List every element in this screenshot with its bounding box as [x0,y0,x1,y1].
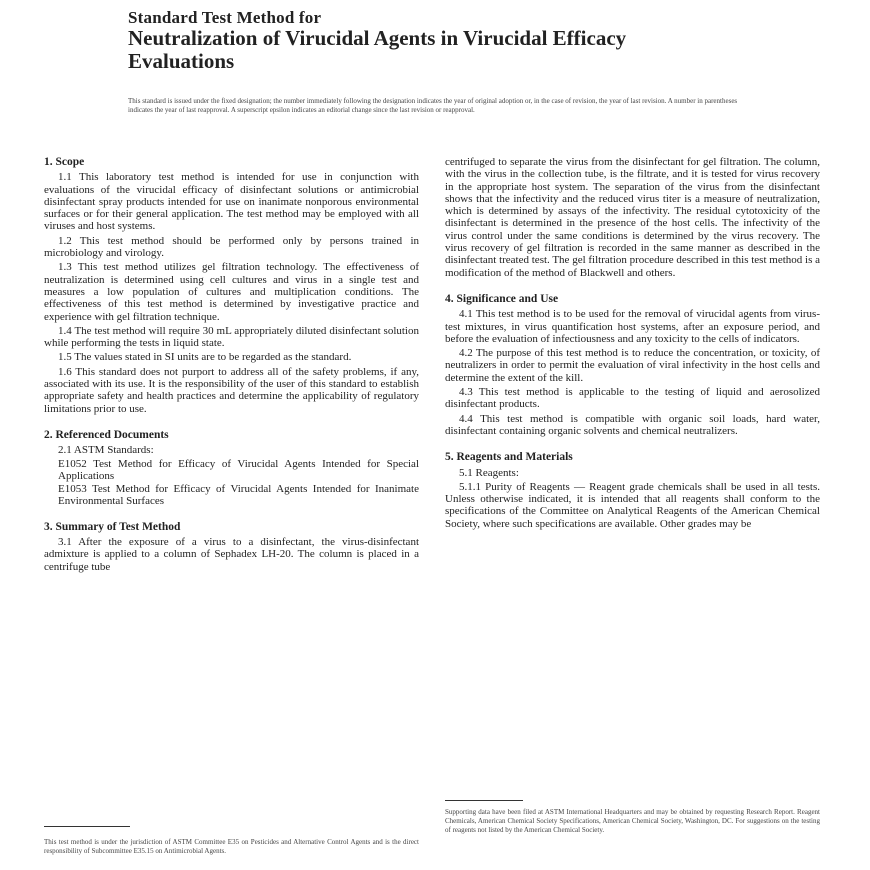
right-column [445,156,820,532]
designation-note: This standard is issued under the fixed designation; the number immediately following the designation indicates the year of original adoption or, in the case of revision, the year of last revision. A number in parentheses indicates the year of last reapproval. A superscript epsilon indicates an editorial change since the last revision or reapproval. [128,97,738,114]
paragraph: 1.2 This test method should be performed only by persons trained in microbiology and virology. [44,234,419,260]
document-title [128,8,748,73]
title-line-3: Evaluations [128,49,235,73]
paragraph: 1.5 The values stated in SI units are to be regarded as the standard. [58,351,352,364]
paragraph: 4.4 This test method is compatible with organic soil loads, hard water, disinfectant containing organic solvents and chemical neutralizers. [445,412,820,437]
title-line-2: Neutralization of Virucidal Agents in Virucidal Efficacy [128,26,627,50]
paragraph: centrifuged to separate the virus from the disinfectant for gel filtration. The column, with the virus in the collection tube, is the filtrate, and it is tested for virus recovery in the appropriate host system. The separation of the virus from the disinfectant shows that the infectivity and the reduced virus titer is a measure of neutralization, which is determined by assays of the infectivity. The residual cytotoxicity of the disinfectant is determined in the presence of the host cells. The infectivity of the virus control under the same conditions is determined by the virus recovery. The virus recovery of gel filtration is recorded in the same manner as described in the disinfectant treated test. The gel filtration procedure described in this test method is a modification of the method of Blackwell and others. [445,156,820,279]
paragraph: 1.1 This laboratory test method is intended for use in conjunction with evaluations of the virucidal efficacy of disinfectant solutions or antimicrobial disinfectant spray products intended for use on inanimate nonporous environmental surfaces or for their general application. The test method may be employed with all viruses and host systems. [44,171,419,233]
footnote: This test method is under the jurisdiction of ASTM Committee E35 on Pesticides and Alternative Control Agents and is the direct responsibility of Subcommittee E35.15 on Antimicrobial Agents. [44,838,419,855]
paragraph: 5.1.1 Purity of Reagents — Reagent grade chemicals shall be used in all tests. Unless otherwise indicated, it is intended that all reagents shall conform to the specifications of the Committee on Analytical Reagents of the American Chemical Society, where such specifications are available. Other grades may be [445,480,820,530]
paragraph: 1.4 The test method will require 30 mL appropriately diluted disinfectant solution while performing the tests in liquid state. [44,324,419,350]
reference-item: E1053 Test Method for Efficacy of Virucidal Agents Intended for Inanimate Environmental Surfaces [58,483,419,508]
paragraph: 4.1 This test method is to be used for the removal of virucidal agents from virus-test mixtures, in virus quantification host systems, after an exposure period, and before the evaluation of infectiousness and any toxicity to the cells of indicators. [445,308,820,345]
section-heading-scope: 1. Scope [44,156,85,168]
section-heading-reagents: 5. Reagents and Materials [445,451,573,464]
paragraph: 1.3 This test method utilizes gel filtration technology. The effectiveness of neutralization is determined using cell cultures and virus in a single test and measures a low population of cultures and multiplication conditions. The effectiveness of this test method is determined by investigative practice and experience with gel filtration technique. [44,261,419,323]
paragraph: 4.3 This test method is applicable to the testing of liquid and aerosolized disinfectant products. [445,386,820,411]
title-line-1: Standard Test Method for [128,8,322,27]
footnote: Supporting data have been filed at ASTM International Headquarters and may be obtained by requesting Research Report. Reagent Chemicals, American Chemical Society Specifications, American Chemical Society, Washington, DC. For suggestions on the testing of reagents not listed by the American Chemical Society. [445,808,820,834]
section-heading-significance: 4. Significance and Use [445,292,559,305]
section-heading-referenced-documents: 2. Referenced Documents [44,428,169,441]
paragraph: 5.1 Reagents: [459,466,519,479]
reference-item: 2.1 ASTM Standards: [58,444,154,457]
paragraph: 1.6 This standard does not purport to address all of the safety problems, if any, associated with its use. It is the responsibility of the user of this standard to establish appropriate safety and health practices and determine the applicability of regulatory limitations prior to use. [44,365,419,415]
left-column [44,156,419,575]
footnote-divider [44,826,130,827]
section-heading-summary: 3. Summary of Test Method [44,520,181,533]
footnote-divider [445,800,523,801]
paragraph: 4.2 The purpose of this test method is to reduce the concentration, or toxicity, of neutralizers in order to permit the evaluation of viral infectivity in the host cells and determine the extent of the kill. [445,347,820,384]
reference-item: E1052 Test Method for Efficacy of Virucidal Agents Intended for Special Applications [58,457,419,482]
paragraph: 3.1 After the exposure of a virus to a disinfectant, the virus-disinfectant admixture is applied to a column of Sephadex LH-20. The column is placed in a centrifuge tube [44,536,419,573]
